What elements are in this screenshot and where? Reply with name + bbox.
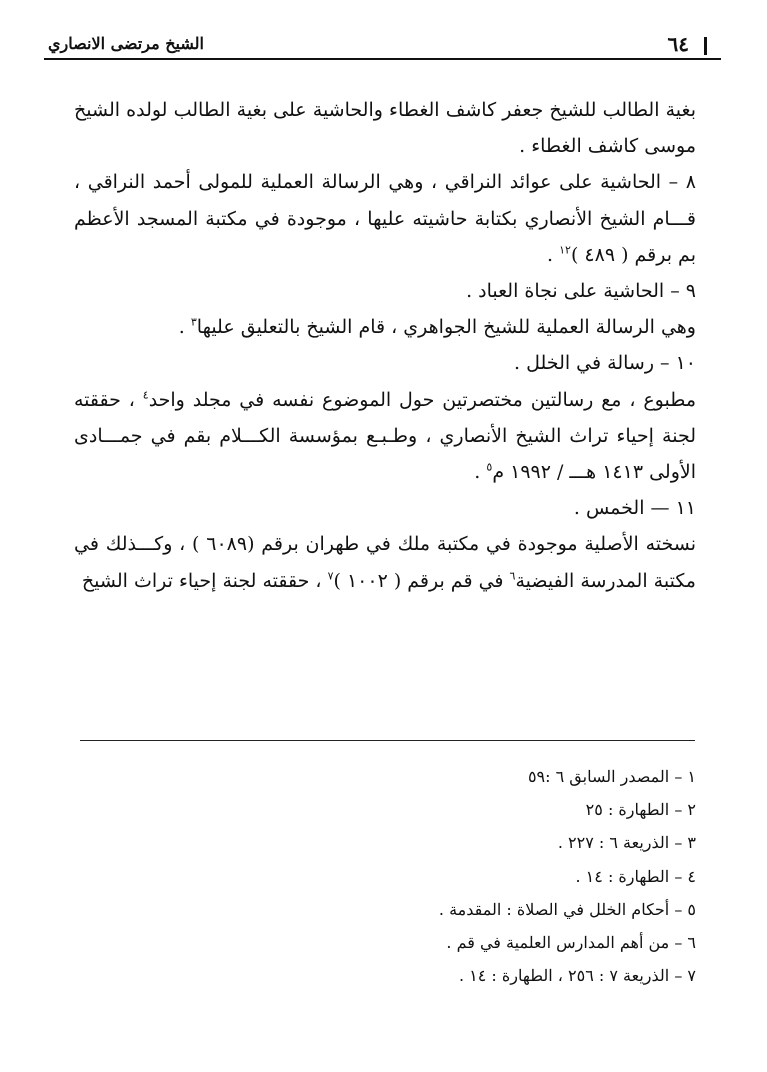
footnote-3: ٣ – الذريعة ٦ : ٢٢٧ . <box>557 833 696 853</box>
paragraph-3: وهي الرسالة العملية للشيخ الجواهري ، قام الشيخ بالتعليق عليها$^٣$ . <box>178 315 696 339</box>
header-rule <box>44 58 721 60</box>
footnote-ref-3: ٣ <box>190 315 197 329</box>
paragraph-5: مطبوع ، مع رسالتين مختصرتين حول الموضوع نفسه في مجلد واحد$^٤$ ، حققته لجنة إحياء تراث الشيخ الأنصاري ، وطـبـع بمؤسسة الكـــلام بقم في جمـــادى الأولى ١٤١٣ هـــ / ١٩٩٢ م$^٥$ . <box>74 388 696 484</box>
footnote-separator <box>80 740 695 741</box>
footnotes-list <box>80 760 696 992</box>
paragraph-item-11: ١١ — الخمس . <box>573 497 696 520</box>
footnote-6: ٦ – من أهم المدارس العلمية في قم . <box>446 933 696 953</box>
footnote-ref-7: ٧ <box>327 569 334 583</box>
paragraph-1: بغية الطالب للشيخ جعفر كاشف الغطاء والحاشية على بغية الطالب لولده الشيخ موسى كاشف الغطاء . <box>74 99 696 158</box>
footnote-ref-2: ٢ <box>565 243 571 257</box>
footnote-ref-5: ٥ <box>486 460 493 474</box>
paragraph-7: نسخته الأصلية موجودة في مكتبة ملك في طهران برقم (٦٠٨٩ ) ، وكـــذلك في مكتبة المدرسة الفيضية$^٦$ في قم برقم ( ١٠٠٢ )$^٧$ ، حققته لجنة إحياء تراث الشيخ <box>74 533 696 592</box>
header-tick <box>704 37 707 55</box>
footnote-ref-6: ٦ <box>509 569 516 583</box>
footnote-4: ٤ – الطهارة : ١٤ . <box>575 866 696 886</box>
header-title: الشيخ مرتضى الانصاري <box>48 34 204 53</box>
paragraph-item-8: ٨ – الحاشية على عوائد النراقي ، وهي الرسالة العملية للمولى أحمد النراقي ، قـــام الشيخ الأنصاري بكتابة حاشيته عليها ، موجودة في مكتبة المسجد الأعظم بم برقم ( ٤٨٩ )$^{١٢}$ . <box>74 171 696 266</box>
paragraph-item-9: ٩ – الحاشية على نجاة العباد . <box>466 280 696 303</box>
footnote-ref-1: ١ <box>559 243 566 257</box>
page-number: ٦٤ <box>667 32 689 56</box>
body-text <box>74 92 696 599</box>
footnote-5: ٥ – أحكام الخلل في الصلاة : المقدمة . <box>438 899 696 919</box>
footnote-1: ١ – المصدر السابق ٦ :٥٩ <box>527 767 696 786</box>
running-header <box>44 34 721 58</box>
paragraph-item-10: ١٠ – رسالة في الخلل . <box>514 352 696 375</box>
footnote-ref-4: ٤ <box>142 388 149 402</box>
footnote-7: ٧ – الذريعة ٧ : ٢٥٦ ، الطهارة : ١٤ . <box>458 966 696 986</box>
footnote-2: ٢ – الطهارة : ٢٥ <box>585 800 696 820</box>
